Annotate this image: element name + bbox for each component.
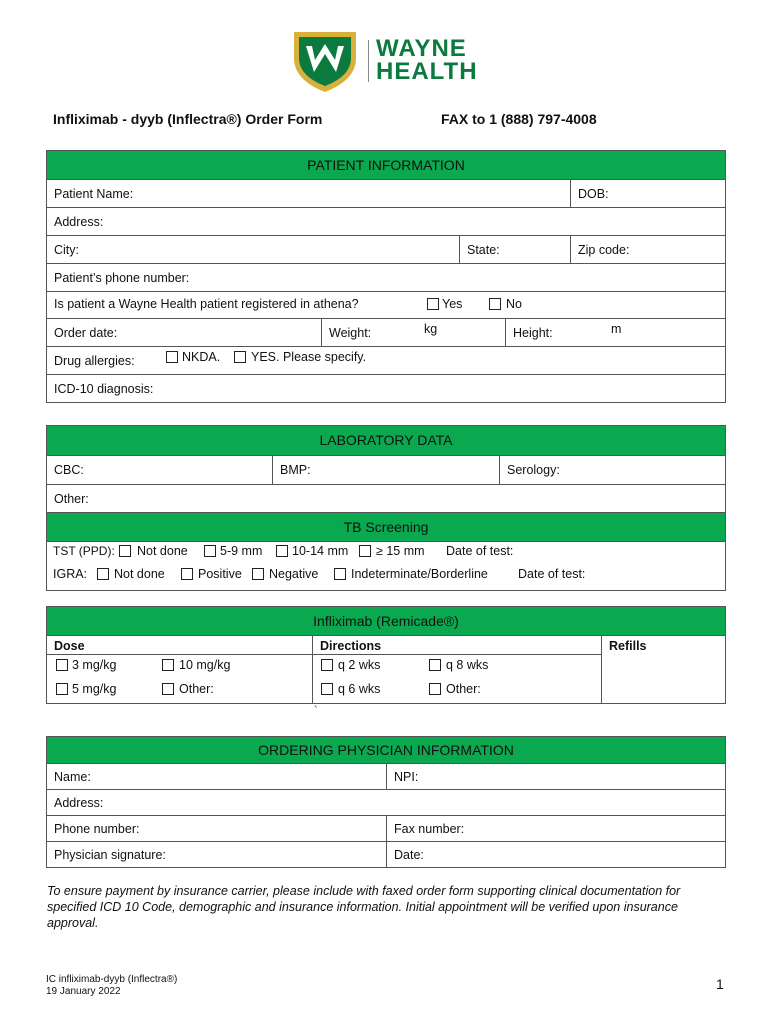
weight-field[interactable]: [321, 318, 506, 347]
igra-positive-checkbox[interactable]: [181, 568, 193, 580]
address-label: Address:: [54, 214, 104, 229]
stray-mark: `: [314, 705, 318, 717]
igra-negative-label: Negative: [269, 567, 319, 581]
city-label: City:: [54, 242, 79, 257]
drug-allergies-row: [46, 346, 726, 375]
npi-label: NPI:: [394, 769, 419, 784]
nkda-label: NKDA.: [182, 350, 221, 364]
igra-indeterminate-label: Indeterminate/Borderline: [351, 567, 488, 581]
insurance-note: To ensure payment by insurance carrier, please include with faxed order form supporting clinical documentation for specified ICD 10 Code, demographic and insurance information. Initial appointment will be verified upon insurance approval.: [47, 884, 681, 930]
tst-not-done-checkbox[interactable]: [119, 545, 131, 557]
tst-not-done-label: Not done: [137, 544, 188, 558]
igra-date-label: Date of test:: [518, 567, 586, 581]
dir-q6wks-label: q 6 wks: [338, 682, 381, 696]
physician-address-label: Address:: [54, 795, 104, 810]
order-date-field[interactable]: [46, 318, 322, 347]
state-field[interactable]: [459, 235, 571, 264]
dose-heading: Dose: [54, 639, 85, 653]
lab-data-header: LABORATORY DATA: [46, 425, 726, 456]
allergies-yes-checkbox[interactable]: [234, 351, 246, 363]
tst-10-14mm-label: 10-14 mm: [292, 544, 349, 558]
dose-10mgkg-checkbox[interactable]: [162, 659, 174, 671]
state-label: State:: [467, 242, 500, 257]
height-unit: m: [611, 322, 622, 336]
footer-form-id: IC infliximab-dyyb (Inflectra®): [46, 974, 178, 985]
icd10-field[interactable]: [46, 374, 726, 403]
registered-question: Is patient a Wayne Health patient registered in athena?: [54, 297, 359, 311]
physician-info-header: ORDERING PHYSICIAN INFORMATION: [46, 736, 726, 764]
serology-label: Serology:: [507, 463, 560, 477]
lab-other-field[interactable]: [46, 484, 726, 513]
dir-q8wks-label: q 8 wks: [446, 658, 489, 672]
dir-other-label: Other:: [446, 682, 481, 696]
dose-3mgkg-checkbox[interactable]: [56, 659, 68, 671]
igra-label: IGRA:: [53, 567, 88, 581]
cbc-field[interactable]: [46, 455, 273, 485]
drug-allergies-label: Drug allergies:: [54, 353, 135, 368]
height-label: Height:: [513, 325, 553, 340]
serology-field[interactable]: [499, 455, 726, 485]
tst-15mm-label: ≥ 15 mm: [376, 544, 425, 558]
dose-other-label: Other:: [179, 682, 214, 696]
physician-signature-field[interactable]: [46, 841, 387, 868]
physician-address-field[interactable]: [46, 789, 726, 816]
dose-10mgkg-label: 10 mg/kg: [179, 658, 231, 672]
dob-label: DOB:: [578, 186, 609, 201]
page-number: 1: [716, 976, 724, 992]
physician-phone-field[interactable]: [46, 815, 387, 842]
wayne-health-logo: [290, 28, 490, 94]
patient-phone-label: Patient’s phone number:: [54, 270, 190, 285]
zip-field[interactable]: [570, 235, 726, 264]
zip-label: Zip code:: [578, 242, 630, 257]
patient-info-header: PATIENT INFORMATION: [46, 150, 726, 180]
logo-wordmark-line1: WAYNE: [376, 35, 467, 62]
dob-field[interactable]: [570, 179, 726, 208]
registered-yes-checkbox[interactable]: [427, 298, 439, 310]
physician-fax-field[interactable]: [386, 815, 726, 842]
igra-negative-checkbox[interactable]: [252, 568, 264, 580]
dir-other-checkbox[interactable]: [429, 683, 441, 695]
registered-yes-label: Yes: [442, 297, 463, 311]
order-date-label: Order date:: [54, 325, 118, 340]
bmp-field[interactable]: [272, 455, 500, 485]
dir-q2wks-checkbox[interactable]: [321, 659, 333, 671]
patient-name-field[interactable]: [46, 179, 571, 208]
shield-icon: [290, 28, 360, 94]
tst-date-label: Date of test:: [446, 544, 514, 558]
physician-date-field[interactable]: [386, 841, 726, 868]
address-field[interactable]: [46, 207, 726, 236]
dir-q6wks-checkbox[interactable]: [321, 683, 333, 695]
dose-3mgkg-label: 3 mg/kg: [72, 658, 117, 672]
refills-heading: Refills: [609, 639, 647, 653]
lab-other-label: Other:: [54, 491, 89, 506]
tst-5-9mm-label: 5-9 mm: [220, 544, 263, 558]
igra-not-done-checkbox[interactable]: [97, 568, 109, 580]
registered-no-checkbox[interactable]: [489, 298, 501, 310]
dir-q2wks-label: q 2 wks: [338, 658, 381, 672]
directions-heading: Directions: [320, 639, 382, 653]
allergies-yes-label: YES. Please specify.: [251, 350, 367, 364]
physician-date-label: Date:: [394, 847, 424, 862]
physician-name-field[interactable]: [46, 763, 387, 790]
weight-label: Weight:: [329, 325, 372, 340]
physician-fax-label: Fax number:: [394, 821, 465, 836]
tst-10-14mm-checkbox[interactable]: [276, 545, 288, 557]
npi-field[interactable]: [386, 763, 726, 790]
patient-phone-field[interactable]: [46, 263, 726, 292]
igra-indeterminate-checkbox[interactable]: [334, 568, 346, 580]
dose-5mgkg-checkbox[interactable]: [56, 683, 68, 695]
infliximab-header: Infliximab (Remicade®): [46, 606, 726, 636]
nkda-checkbox[interactable]: [166, 351, 178, 363]
form-title: Infliximab - dyyb (Inflectra®) Order Form: [53, 111, 323, 127]
tst-5-9mm-checkbox[interactable]: [204, 545, 216, 557]
physician-signature-label: Physician signature:: [54, 847, 166, 862]
logo-wordmark-line2: HEALTH: [376, 58, 478, 85]
cbc-label: CBC:: [54, 463, 84, 477]
bmp-label: BMP:: [280, 463, 311, 477]
dose-other-checkbox[interactable]: [162, 683, 174, 695]
city-field[interactable]: [46, 235, 460, 264]
igra-not-done-label: Not done: [114, 567, 165, 581]
dir-q8wks-checkbox[interactable]: [429, 659, 441, 671]
physician-name-label: Name:: [54, 769, 91, 784]
tst-label: TST (PPD):: [53, 544, 115, 558]
icd10-label: ICD-10 diagnosis:: [54, 381, 154, 396]
igra-positive-label: Positive: [198, 567, 242, 581]
registered-no-label: No: [506, 297, 522, 311]
footer-date: 19 January 2022: [46, 986, 121, 997]
tb-screening-header: TB Screening: [46, 512, 726, 542]
fax-number: FAX to 1 (888) 797-4008: [441, 111, 597, 127]
dose-5mgkg-label: 5 mg/kg: [72, 682, 117, 696]
weight-unit: kg: [424, 322, 438, 336]
patient-name-label: Patient Name:: [54, 186, 134, 201]
physician-phone-label: Phone number:: [54, 821, 140, 836]
tst-15mm-checkbox[interactable]: [359, 545, 371, 557]
